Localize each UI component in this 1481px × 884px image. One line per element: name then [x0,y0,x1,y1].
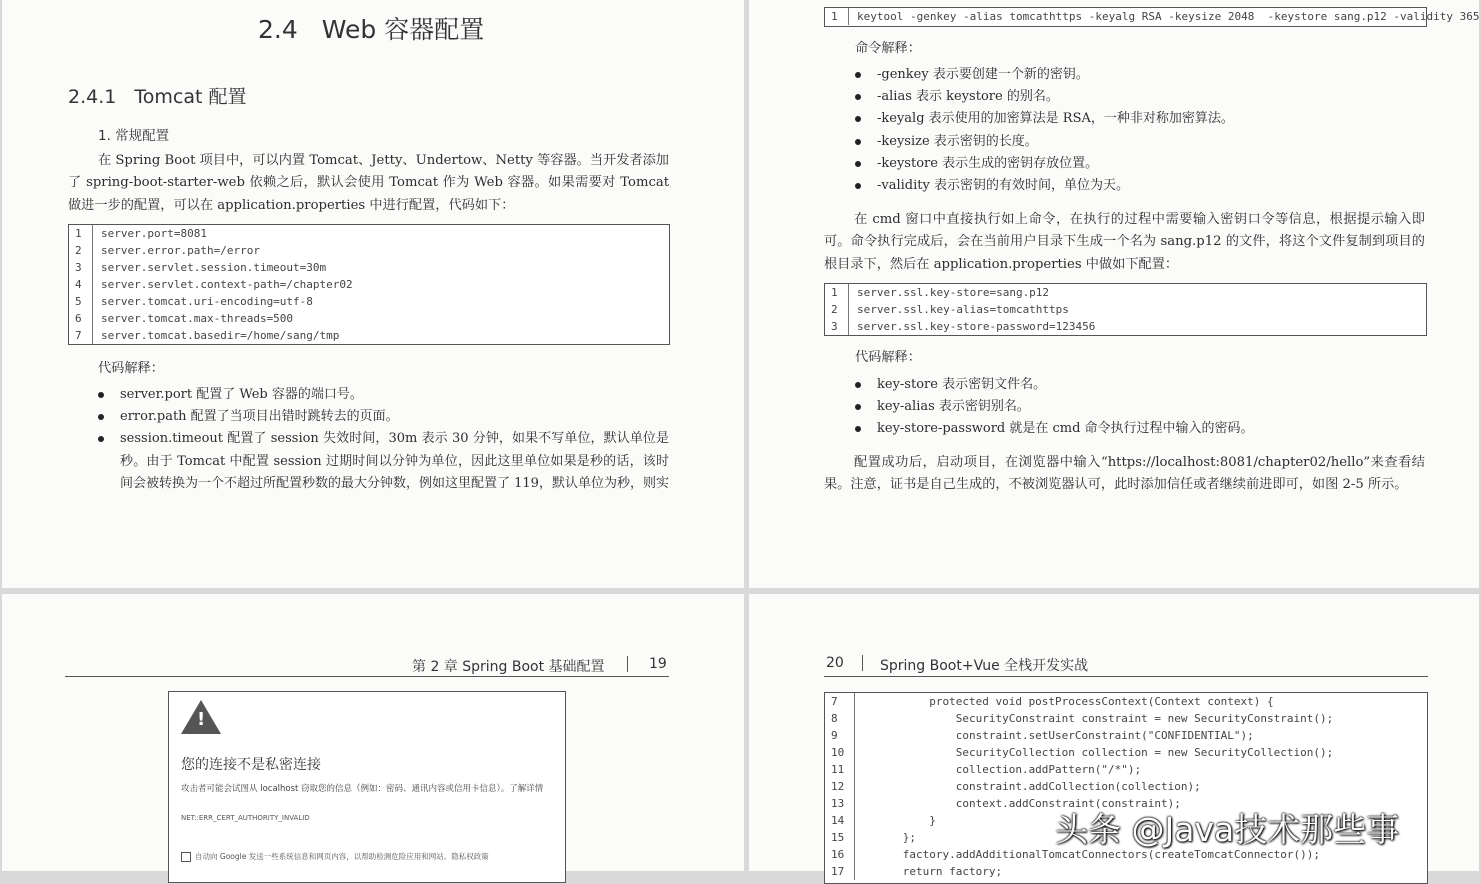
code-line: 15 }; [825,829,1427,846]
code-line: 1 keytool -genkey -alias tomcathttps -keyalg RSA -keysize 2048 -keystore sang.p12 -validity 365 [825,8,1426,25]
report-checkbox-label: 自动向 Google 发送一些系统信息和网页内容，以帮助检测危险应用和网站。隐私权政策 [195,852,489,861]
config-code-block [68,224,670,345]
code-line: 16 factory.addAdditionalTomcatConnectors(createTomcatConnector()); [825,846,1427,863]
page-4 [749,594,1479,878]
code-line: 4 server.servlet.context-path=/chapter02 [69,276,669,293]
bullet-icon [855,72,861,78]
bullet-icon [855,183,861,189]
code-explain-label: 代码解释： [855,350,921,365]
keytool-code-block [824,7,1480,27]
bullet-icon [855,404,861,410]
privacy-error-title: 您的连接不是私密连接 [181,757,321,773]
list-item: -validity 表示密钥的有效时间，单位为天。 [855,175,1425,197]
head-divider [862,655,863,671]
list-item: -keysize 表示密钥的长度。 [855,131,1425,153]
code-line: 2 server.error.path=/error [69,242,669,259]
java-code-block [824,692,1428,884]
list-item: key-store 表示密钥文件名。 [855,374,1425,396]
warning-mark: ! [197,709,206,730]
header-rule [65,676,669,677]
list-item: -keyalg 表示使用的加密算法是 RSA，一种非对称加密算法。 [855,108,1425,130]
code-line: 5 server.tomcat.uri-encoding=utf-8 [69,293,669,310]
browser-screenshot [168,691,566,883]
subsection-heading: 2.4.1 Tomcat 配置 [68,86,247,108]
privacy-error-desc: 攻击者可能会试图从 localhost 窃取您的信息（例如：密码、通讯内容或信用卡信息）。了解详情 [181,784,544,794]
bullet-icon [98,392,104,398]
head-divider [627,656,628,672]
code-line: 3 server.servlet.session.timeout=30m [69,259,669,276]
code-line: 1 server.port=8081 [69,225,669,242]
list-item: server.port 配置了 Web 容器的端口号。 [98,384,669,406]
page-3 [2,594,744,871]
page-1 [2,0,744,588]
bullet-icon [855,116,861,122]
intro-paragraph: 在 Spring Boot 项目中，可以内置 Tomcat、Jetty、Undertow、Netty 等容器。当开发者添加了 spring-boot-starter-web 依赖之后，默认会使用 Tomcat 作为 Web 容器。如果需要对 Tomcat 做进一步的配置，可以在 application.properties 中进行配置，代码如下： [68,153,669,213]
page-2 [749,0,1479,588]
code-explain-list [855,374,1425,441]
list-item: -genkey 表示要创建一个新的密钥。 [855,64,1425,86]
list-item: key-store-password 就是在 cmd 命令执行过程中输入的密码。 [855,418,1425,440]
ssl-code-block [824,283,1427,336]
list-item: key-alias 表示密钥别名。 [855,396,1425,418]
bullet-icon [855,139,861,145]
bullet-icon [98,414,104,420]
running-head: 第 2 章 Spring Boot 基础配置 [412,659,605,675]
bullet-icon [855,426,861,432]
cmd-paragraph: 在 cmd 窗口中直接执行如上命令，在执行的过程中需要输入密钥口令等信息，根据提示输入即可。命令执行完成后，会在当前用户目录下生成一个名为 sang.p12 的文件，将这个文件复制到项目的根目录下，然后在 application.properties 中做如下配置： [824,212,1425,272]
page-number: 20 [826,655,844,671]
section-heading: 2.4 Web 容器配置 [258,15,485,44]
code-line: 8 SecurityConstraint constraint = new SecurityConstraint(); [825,710,1427,727]
bullet-icon [855,94,861,100]
bullet-icon [855,161,861,167]
bullet-icon [855,382,861,388]
bullet-icon [98,436,104,442]
list-item: session.timeout 配置了 session 失效时间，30m 表示 30 分钟，如果不写单位，默认单位是秒。由于 Tomcat 中配置 session 过期时间以分钟为单位，因此这里单位如果是秒的话，该时间会被转换为一个不超过所配置秒数的最大分钟数，例如这里配置了 119，默认单位为秒，则实 [98,428,669,495]
page-number: 19 [649,656,667,672]
header-rule [824,676,1428,677]
code-line: 3 server.ssl.key-store-password=123456 [825,318,1426,335]
running-head: Spring Boot+Vue 全栈开发实战 [880,658,1089,674]
cmd-explain-list [855,64,1425,197]
code-line: 13 context.addConstraint(constraint); [825,795,1427,812]
code-line: 14 } [825,812,1427,829]
code-line: 7 protected void postProcessContext(Context context) { [825,693,1427,710]
code-line: 6 server.tomcat.max-threads=500 [69,310,669,327]
code-line: 2 server.ssl.key-alias=tomcathttps [825,301,1426,318]
code-line: 10 SecurityCollection collection = new SecurityCollection(); [825,744,1427,761]
report-checkbox[interactable] [181,852,191,862]
list-item: -alias 表示 keystore 的别名。 [855,86,1425,108]
code-line: 17 return factory; [825,863,1427,880]
code-line: 1 server.ssl.key-store=sang.p12 [825,284,1426,301]
explain-list [98,384,669,495]
list-item: error.path 配置了当项目出错时跳转去的页面。 [98,406,669,428]
code-line: 7 server.tomcat.basedir=/home/sang/tmp [69,327,669,344]
watermark: 头条 @Java技术那些事 [1055,810,1400,849]
list-item: -keystore 表示生成的密钥存放位置。 [855,153,1425,175]
item-heading: 1. 常规配置 [98,128,170,144]
code-line: 11 collection.addPattern("/*"); [825,761,1427,778]
result-paragraph: 配置成功后，启动项目，在浏览器中输入“https://localhost:8081/chapter02/hello”来查看结果。注意，证书是自己生成的，不被浏览器认可，此时添加信任或者继续前进即可，如图 2-5 所示。 [824,455,1425,493]
code-line: 12 constraint.addCollection(collection); [825,778,1427,795]
cmd-explain-label: 命令解释： [855,41,921,56]
error-code: NET::ERR_CERT_AUTHORITY_INVALID [181,814,310,822]
code-explain-label: 代码解释： [98,361,164,376]
code-line: 9 constraint.setUserConstraint("CONFIDENTIAL"); [825,727,1427,744]
